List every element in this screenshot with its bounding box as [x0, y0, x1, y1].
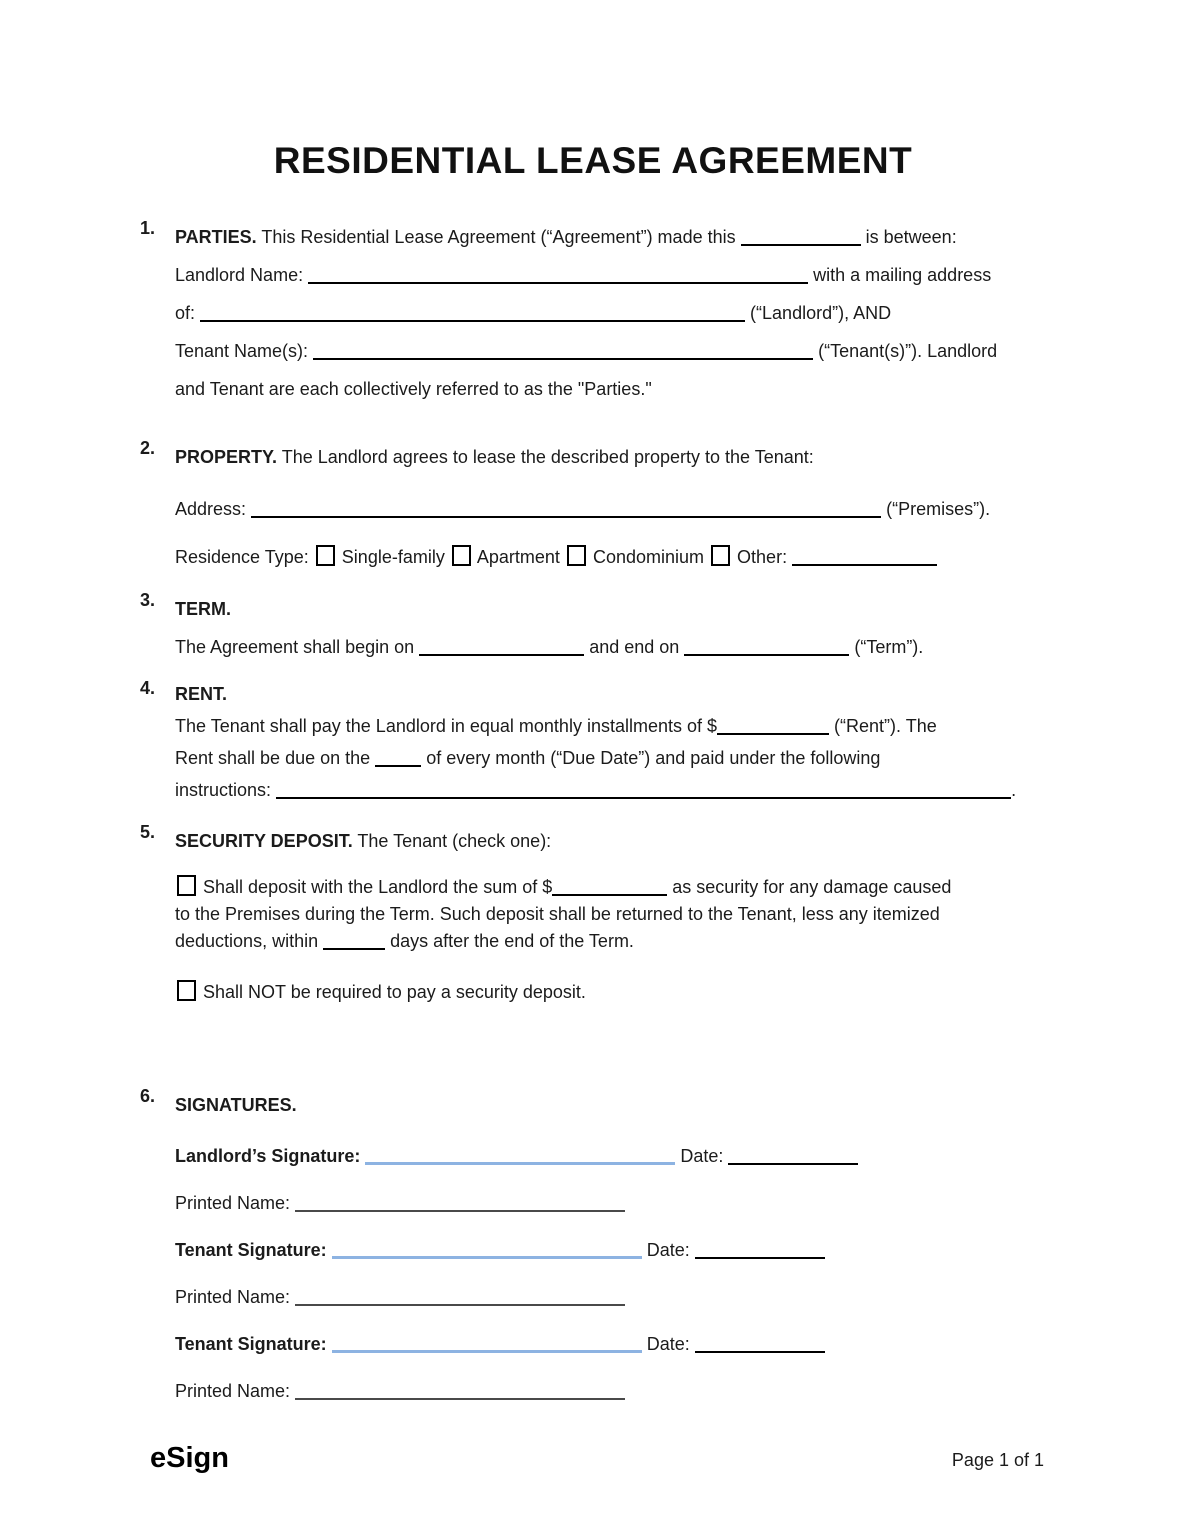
deposit-sum-text: Shall deposit with the Landlord the sum of $	[203, 877, 553, 897]
section-property-heading: PROPERTY.	[175, 447, 278, 467]
page-number: Page 1 of 1	[951, 1450, 1044, 1470]
deposit-option-1	[175, 874, 1046, 955]
rent-due-line	[175, 742, 1046, 774]
deposit-option-2	[175, 979, 1046, 1006]
tenant1-printed-name-line[interactable]	[295, 1290, 625, 1306]
section-property-number: 2.	[140, 438, 156, 458]
landlord-and-text: (“Landlord”), AND	[750, 303, 892, 323]
landlord-signature-label: Landlord’s Signature:	[175, 1146, 361, 1166]
parties-closing-line	[175, 370, 1046, 408]
security-deposit-heading-line	[175, 822, 1046, 860]
residence-type-label: Residence Type:	[175, 547, 309, 567]
section-security-deposit	[140, 822, 1046, 1006]
deposit-required-checkbox[interactable]	[177, 875, 196, 896]
tenant1-signature-line[interactable]	[332, 1242, 642, 1259]
term-start-date-blank[interactable]	[419, 640, 584, 656]
deposit-option-1-line-3	[175, 928, 1046, 955]
tenant-suffix-text: (“Tenant(s)”). Landlord	[818, 341, 998, 361]
mailing-address-text: with a mailing address	[813, 265, 992, 285]
tenant1-date-label: Date:	[646, 1240, 690, 1260]
landlord-address-line	[175, 294, 1046, 332]
premises-address-blank[interactable]	[251, 502, 881, 518]
apartment-checkbox[interactable]	[452, 545, 471, 566]
landlord-address-label: of:	[175, 303, 196, 323]
tenant2-date-label: Date:	[646, 1334, 690, 1354]
section-term-heading: TERM.	[175, 599, 231, 619]
deposit-returned-text: to the Premises during the Term. Such deposit shall be returned to the Tenant, less any itemized	[175, 904, 940, 924]
tenant1-signature-row	[175, 1235, 1046, 1265]
premises-suffix-text: (“Premises”).	[886, 499, 991, 519]
premises-address-label: Address:	[175, 499, 247, 519]
landlord-name-blank[interactable]	[308, 268, 808, 284]
landlord-signature-row	[175, 1141, 1046, 1171]
section-security-deposit-number: 5.	[140, 822, 156, 842]
tenant1-printed-name-row	[175, 1282, 1046, 1312]
tenant2-printed-name-label: Printed Name:	[175, 1381, 291, 1401]
payment-instructions-line	[175, 774, 1046, 806]
deposit-deductions-text: deductions, within	[175, 931, 319, 951]
tenant1-date-line[interactable]	[695, 1243, 825, 1259]
rent-amount-line	[175, 710, 1046, 742]
tenant2-date-line[interactable]	[695, 1337, 825, 1353]
tenant2-signature-row	[175, 1329, 1046, 1359]
other-residence-blank[interactable]	[792, 550, 937, 566]
landlord-printed-name-label: Printed Name:	[175, 1193, 291, 1213]
rent-due-text: Rent shall be due on the	[175, 748, 371, 768]
section-parties-heading: PARTIES.	[175, 227, 257, 247]
residence-type-line	[175, 538, 1046, 576]
single-family-checkbox[interactable]	[316, 545, 335, 566]
tenant2-printed-name-row	[175, 1376, 1046, 1406]
landlord-name-label: Landlord Name:	[175, 265, 304, 285]
parties-closing-text: and Tenant are each collectively referred to as the "Parties."	[175, 379, 652, 399]
single-family-label: Single-family	[341, 547, 445, 567]
section-rent-heading: RENT.	[175, 684, 228, 704]
section-property	[140, 438, 1046, 576]
parties-intro-text: This Residential Lease Agreement (“Agreement”) made this	[261, 227, 736, 247]
instructions-period-text: .	[1011, 780, 1017, 800]
payment-instructions-blank[interactable]	[276, 783, 1011, 799]
section-rent	[140, 678, 1046, 806]
term-heading-line	[175, 590, 1046, 628]
term-end-date-blank[interactable]	[684, 640, 849, 656]
deposit-option-1-line-2	[175, 901, 1046, 928]
condominium-checkbox[interactable]	[567, 545, 586, 566]
deposit-return-days-blank[interactable]	[323, 934, 385, 950]
document-body	[140, 218, 1046, 1406]
signatures-heading-line	[175, 1086, 1046, 1124]
tenant-names-label: Tenant Name(s):	[175, 341, 309, 361]
parties-is-between-text: is between:	[865, 227, 957, 247]
tenant2-printed-name-line[interactable]	[295, 1384, 625, 1400]
condominium-label: Condominium	[592, 547, 705, 567]
term-begin-text: The Agreement shall begin on	[175, 637, 415, 657]
deposit-amount-blank[interactable]	[552, 880, 667, 896]
tenant2-signature-line[interactable]	[332, 1336, 642, 1353]
section-signatures-number: 6.	[140, 1086, 156, 1106]
section-signatures	[140, 1086, 1046, 1406]
deposit-security-text: as security for any damage caused	[672, 877, 952, 897]
no-deposit-checkbox[interactable]	[177, 980, 196, 1001]
tenant2-signature-label: Tenant Signature:	[175, 1334, 327, 1354]
landlord-address-blank[interactable]	[200, 306, 745, 322]
landlord-signature-line[interactable]	[365, 1148, 675, 1165]
term-suffix-text: (“Term”).	[854, 637, 924, 657]
deposit-option-1-line-1	[175, 874, 1046, 901]
tenant-names-blank[interactable]	[313, 344, 813, 360]
tenant-names-line	[175, 332, 1046, 370]
tenant1-printed-name-label: Printed Name:	[175, 1287, 291, 1307]
property-intro-text: The Landlord agrees to lease the described property to the Tenant:	[281, 447, 814, 467]
deposit-days-suffix-text: days after the end of the Term.	[390, 931, 634, 951]
security-deposit-intro-text: The Tenant (check one):	[357, 831, 552, 851]
term-dates-line	[175, 628, 1046, 666]
parties-line-1	[175, 218, 1046, 256]
section-security-deposit-heading: SECURITY DEPOSIT.	[175, 831, 353, 851]
section-rent-number: 4.	[140, 678, 156, 698]
payment-instructions-label: instructions:	[175, 780, 272, 800]
rent-suffix-text: (“Rent”). The	[834, 716, 937, 736]
rent-amount-blank[interactable]	[717, 719, 829, 735]
landlord-name-line	[175, 256, 1046, 294]
property-heading-line	[175, 438, 1046, 476]
premises-address-line	[175, 490, 1046, 528]
apartment-label: Apartment	[476, 547, 560, 567]
rent-due-suffix-text: of every month (“Due Date”) and paid under the following	[426, 748, 881, 768]
rent-due-day-blank[interactable]	[375, 751, 421, 767]
term-end-text: and end on	[589, 637, 680, 657]
agreement-date-blank[interactable]	[741, 230, 861, 246]
landlord-printed-name-line[interactable]	[295, 1196, 625, 1212]
page-title: RESIDENTIAL LEASE AGREEMENT	[273, 140, 913, 181]
landlord-date-line[interactable]	[728, 1149, 858, 1165]
other-residence-label: Other:	[737, 547, 788, 567]
section-term-number: 3.	[140, 590, 156, 610]
section-parties	[140, 218, 1046, 408]
esign-logo: eSign	[150, 1442, 229, 1474]
other-residence-checkbox[interactable]	[711, 545, 730, 566]
section-term	[140, 590, 1046, 666]
tenant1-signature-label: Tenant Signature:	[175, 1240, 327, 1260]
landlord-printed-name-row	[175, 1188, 1046, 1218]
no-deposit-text: Shall NOT be required to pay a security deposit.	[203, 982, 586, 1002]
rent-heading-line	[175, 678, 1046, 710]
section-parties-number: 1.	[140, 218, 156, 238]
landlord-date-label: Date:	[680, 1146, 724, 1166]
section-signatures-heading: SIGNATURES.	[175, 1095, 297, 1115]
rent-amount-text: The Tenant shall pay the Landlord in equal monthly installments of $	[175, 716, 718, 736]
